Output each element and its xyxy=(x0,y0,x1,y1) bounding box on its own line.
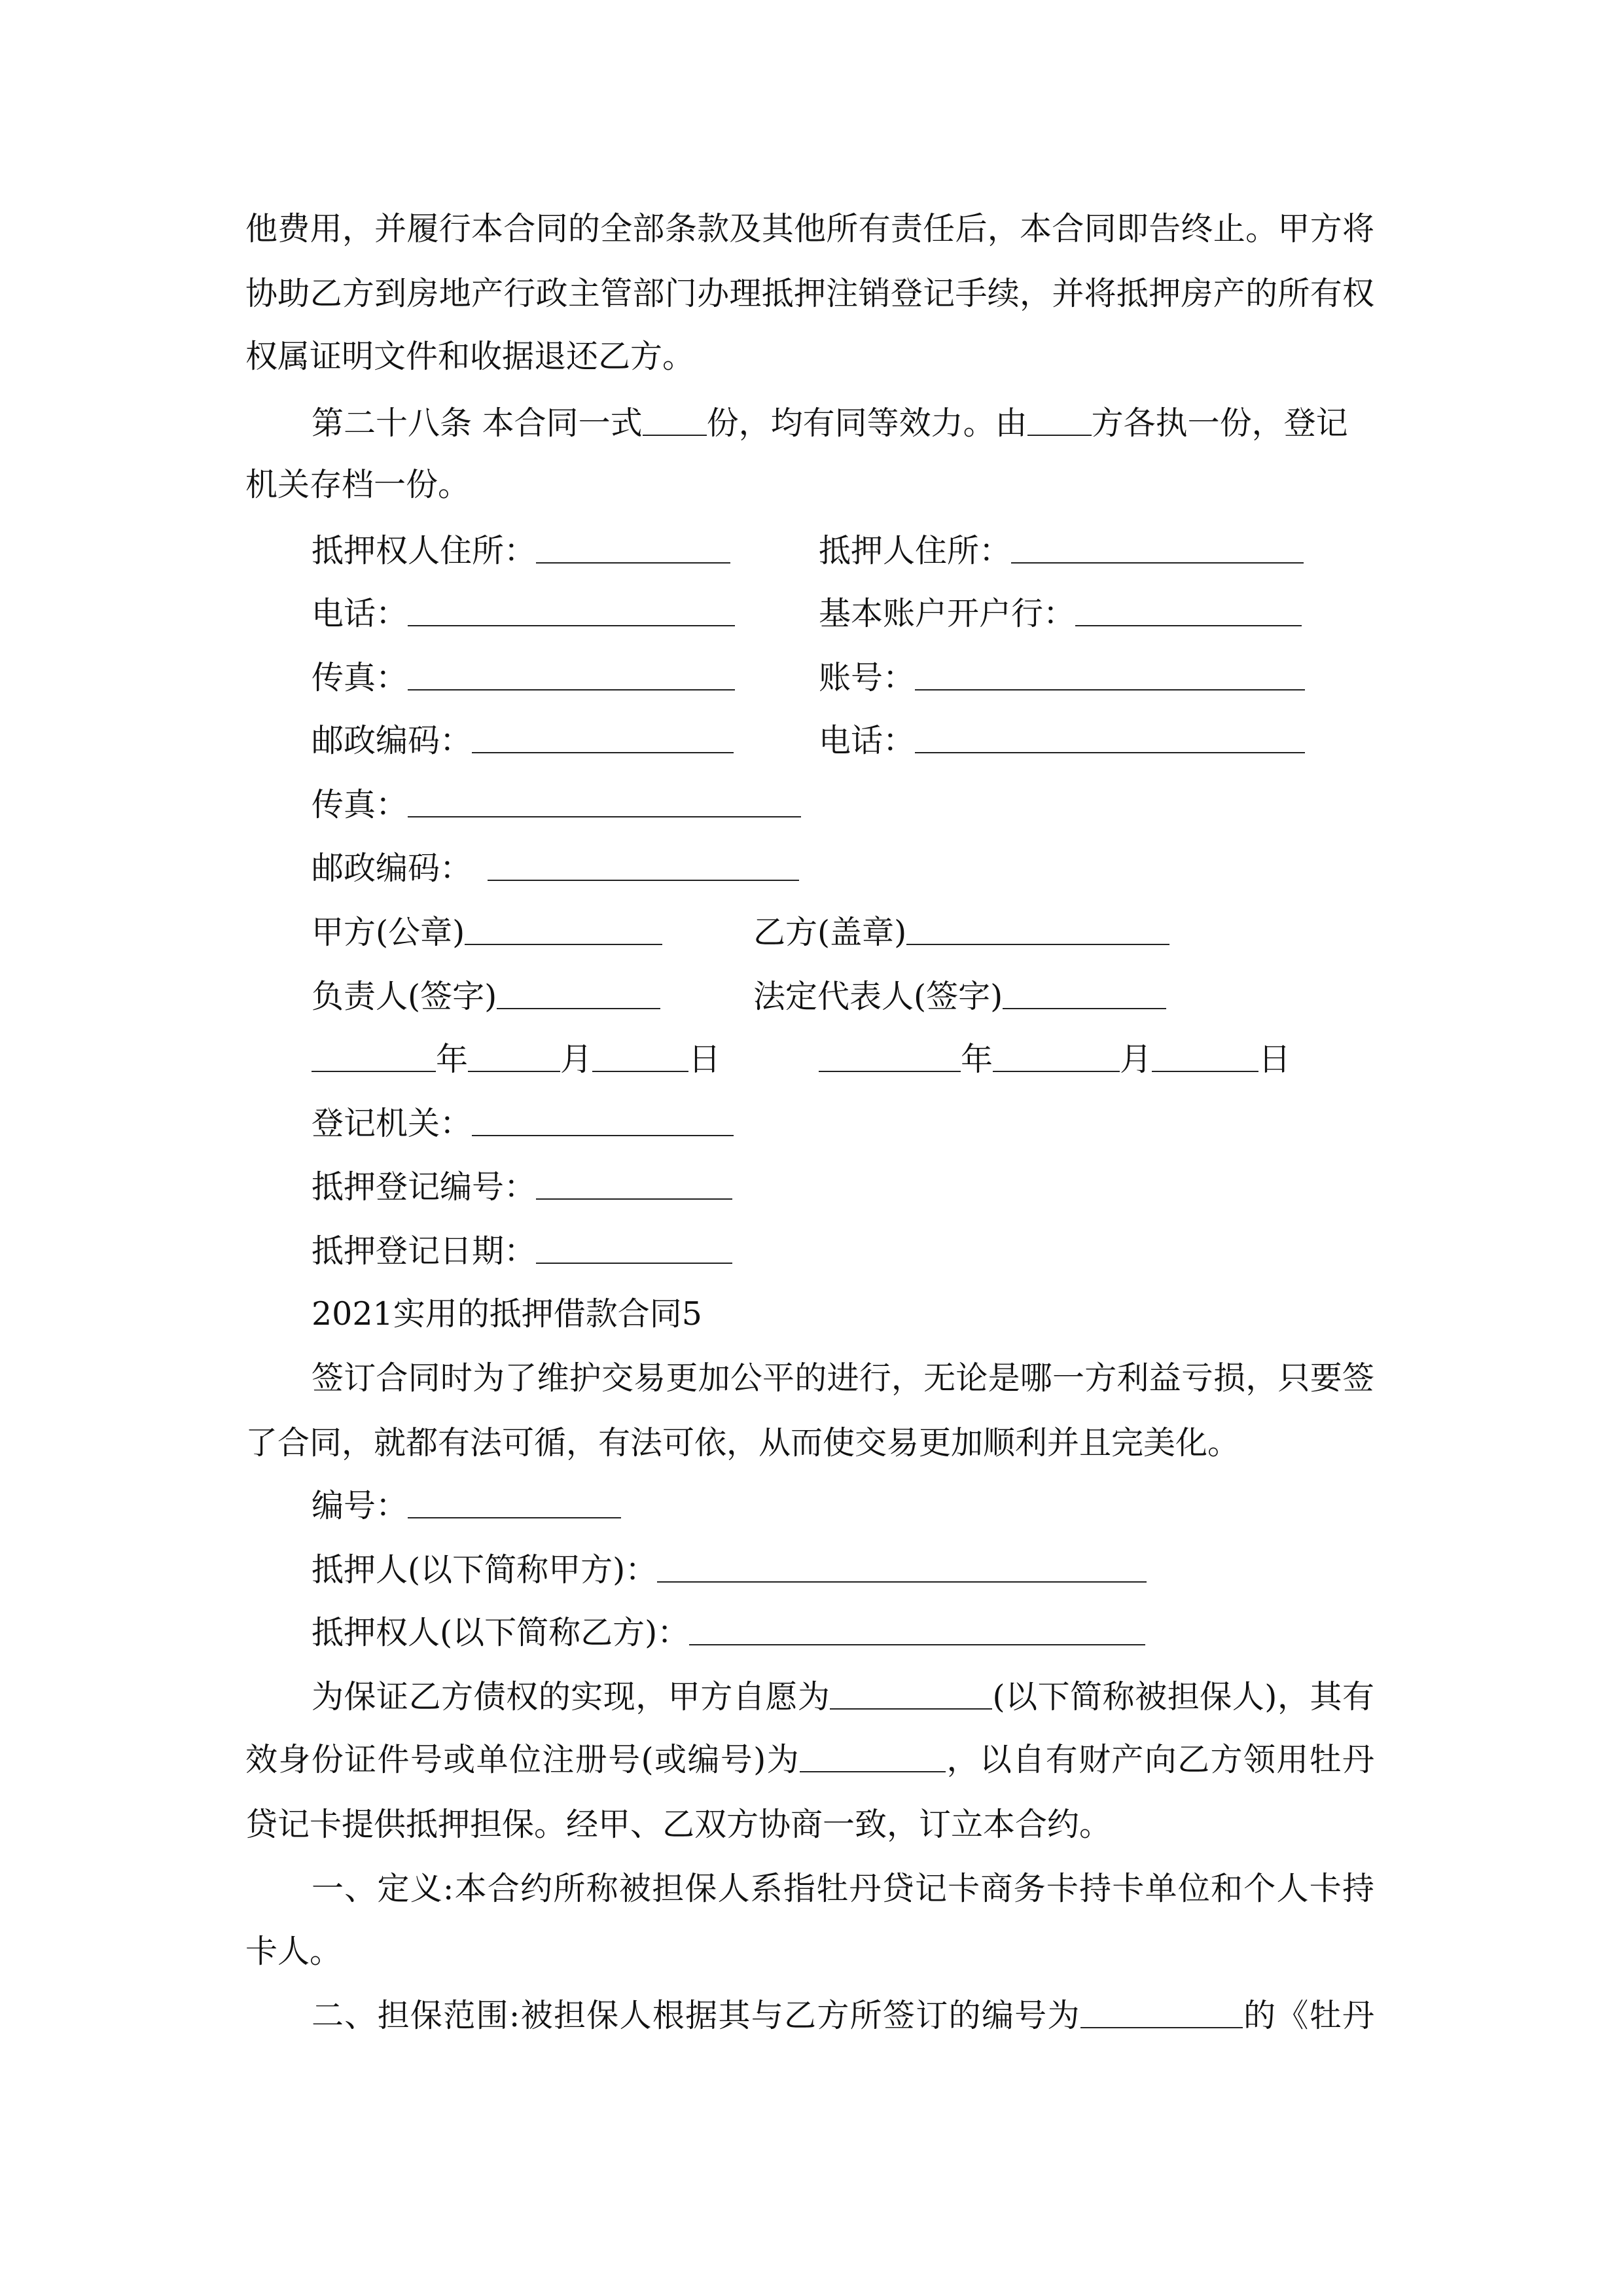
paragraph-line xyxy=(245,1740,1374,1780)
field-label: 抵押登记编号： xyxy=(312,1168,537,1206)
day-field[interactable] xyxy=(592,1039,688,1072)
phone-field[interactable] xyxy=(408,594,735,626)
form-row xyxy=(312,848,799,889)
field-label: 抵押权人(以下简称乙方)： xyxy=(312,1614,690,1651)
form-row xyxy=(312,1613,1145,1653)
signature-row xyxy=(312,977,1374,1017)
text: 月 xyxy=(1120,1041,1152,1078)
paragraph-line: 机关存档一份。 xyxy=(245,466,471,503)
paragraph-line: 贷记卡提供抵押担保。经甲、乙双方协商一致，订立本合约。 xyxy=(245,1806,1112,1843)
paragraph-line: 他费用，并履行本合同的全部条款及其他所有责任后，本合同即告终止。甲方将 xyxy=(245,210,1374,247)
year-field[interactable] xyxy=(312,1039,436,1072)
paragraph-line: 了合同，就都有法可循，有法可依，从而使交易更加顺利并且完美化。 xyxy=(245,1424,1240,1462)
reg-date-field[interactable] xyxy=(536,1231,732,1264)
registry-field[interactable] xyxy=(472,1103,734,1136)
field-label: 抵押人住所： xyxy=(819,532,1012,569)
text: 日 xyxy=(1258,1041,1291,1078)
year-field[interactable] xyxy=(819,1039,961,1072)
signature-row xyxy=(312,912,1374,953)
form-row xyxy=(312,658,1374,698)
text: (以下简称被担保人)，其有 xyxy=(992,1678,1374,1715)
month-field[interactable] xyxy=(993,1039,1120,1072)
copies-blank[interactable] xyxy=(643,403,707,436)
text: 年 xyxy=(436,1041,469,1078)
paragraph-line: 权属证明文件和收据退还乙方。 xyxy=(245,338,695,375)
paragraph-line xyxy=(312,1996,1374,2036)
field-label: 账号： xyxy=(819,659,916,696)
field-label: 登记机关： xyxy=(312,1105,473,1142)
mortgagee-field[interactable] xyxy=(689,1613,1145,1645)
form-row xyxy=(312,785,801,825)
paragraph-line: 协助乙方到房地产行政主管部门办理抵押注销登记手续，并将抵押房产的所有权 xyxy=(245,275,1374,312)
field-label: 抵押人(以下简称甲方)： xyxy=(312,1551,658,1588)
field-label: 电话： xyxy=(819,722,916,759)
field-label: 邮政编码： xyxy=(312,722,473,759)
field-label: 编号： xyxy=(312,1487,408,1524)
article-28-line xyxy=(312,403,1348,444)
postcode-field[interactable] xyxy=(472,721,734,753)
text: 份，均有同等效力。由 xyxy=(706,404,1027,442)
party-a-seal-field[interactable] xyxy=(465,912,662,945)
paragraph-line: 签订合同时为了维护交易更加公平的进行，无论是哪一方利益亏损，只要签 xyxy=(312,1359,1374,1397)
text: 年 xyxy=(961,1041,993,1078)
field-label: 抵押登记日期： xyxy=(312,1232,537,1270)
field-label: 邮政编码： xyxy=(312,850,473,887)
legal-rep-sign-field[interactable] xyxy=(1003,977,1166,1009)
mortgagee-address-field[interactable] xyxy=(536,531,730,564)
form-row xyxy=(312,531,1374,571)
text: 第二十八条 本合同一式 xyxy=(312,404,643,442)
section-title: 2021实用的抵押借款合同5 xyxy=(312,1295,702,1333)
contract-number-blank[interactable] xyxy=(1080,1996,1243,2028)
form-row xyxy=(312,1167,732,1208)
field-label: 负责人(签字) xyxy=(312,978,497,1015)
account-field[interactable] xyxy=(915,658,1305,691)
fax-field[interactable] xyxy=(408,658,735,691)
text: 的《牡丹 xyxy=(1242,1997,1374,2034)
field-label: 传真： xyxy=(312,659,408,696)
party-blank[interactable] xyxy=(1027,403,1092,436)
id-number-blank[interactable] xyxy=(800,1740,946,1772)
field-label: 乙方(盖章) xyxy=(753,914,907,951)
form-row xyxy=(312,721,1374,761)
guaranteed-party-blank[interactable] xyxy=(830,1677,992,1710)
text: 二、担保范围:被担保人根据其与乙方所签订的编号为 xyxy=(312,1997,1080,2034)
paragraph-line xyxy=(312,1677,1374,1717)
text: 效身份证件号或单位注册号(或编号)为 xyxy=(245,1741,800,1778)
text: ，以自有财产向乙方领用牡丹 xyxy=(946,1741,1374,1778)
field-label: 电话： xyxy=(312,595,408,632)
mortgagor-address-field[interactable] xyxy=(1011,531,1304,564)
form-row xyxy=(312,1550,1147,1590)
month-field[interactable] xyxy=(468,1039,560,1072)
date-row xyxy=(312,1039,1374,1080)
fax2-field[interactable] xyxy=(408,785,801,817)
field-label: 抵押权人住所： xyxy=(312,532,537,569)
form-row xyxy=(312,1486,621,1526)
mortgagor-field[interactable] xyxy=(657,1550,1147,1583)
reg-no-field[interactable] xyxy=(536,1167,732,1200)
field-label: 法定代表人(签字) xyxy=(753,978,1003,1015)
number-field[interactable] xyxy=(408,1486,621,1518)
bank-field[interactable] xyxy=(1075,594,1302,626)
text: 日 xyxy=(688,1041,721,1078)
field-label: 甲方(公章) xyxy=(312,914,465,951)
text: 为保证乙方债权的实现，甲方自愿为 xyxy=(312,1678,830,1715)
field-label: 传真： xyxy=(312,786,408,823)
paragraph-line: 卡人。 xyxy=(245,1933,342,1970)
field-label: 基本账户开户行： xyxy=(819,595,1076,632)
postcode2-field[interactable] xyxy=(488,848,799,881)
text: 方各执一份，登记 xyxy=(1091,404,1348,442)
phone2-field[interactable] xyxy=(915,721,1305,753)
day-field[interactable] xyxy=(1152,1039,1258,1072)
responsible-sign-field[interactable] xyxy=(497,977,660,1009)
text: 月 xyxy=(560,1041,593,1078)
party-b-seal-field[interactable] xyxy=(906,912,1169,945)
form-row xyxy=(312,1231,732,1272)
form-row xyxy=(312,594,1374,634)
paragraph-line: 一、定义:本合约所称被担保人系指牡丹贷记卡商务卡持卡单位和个人卡持 xyxy=(312,1870,1374,1907)
form-row xyxy=(312,1103,734,1144)
